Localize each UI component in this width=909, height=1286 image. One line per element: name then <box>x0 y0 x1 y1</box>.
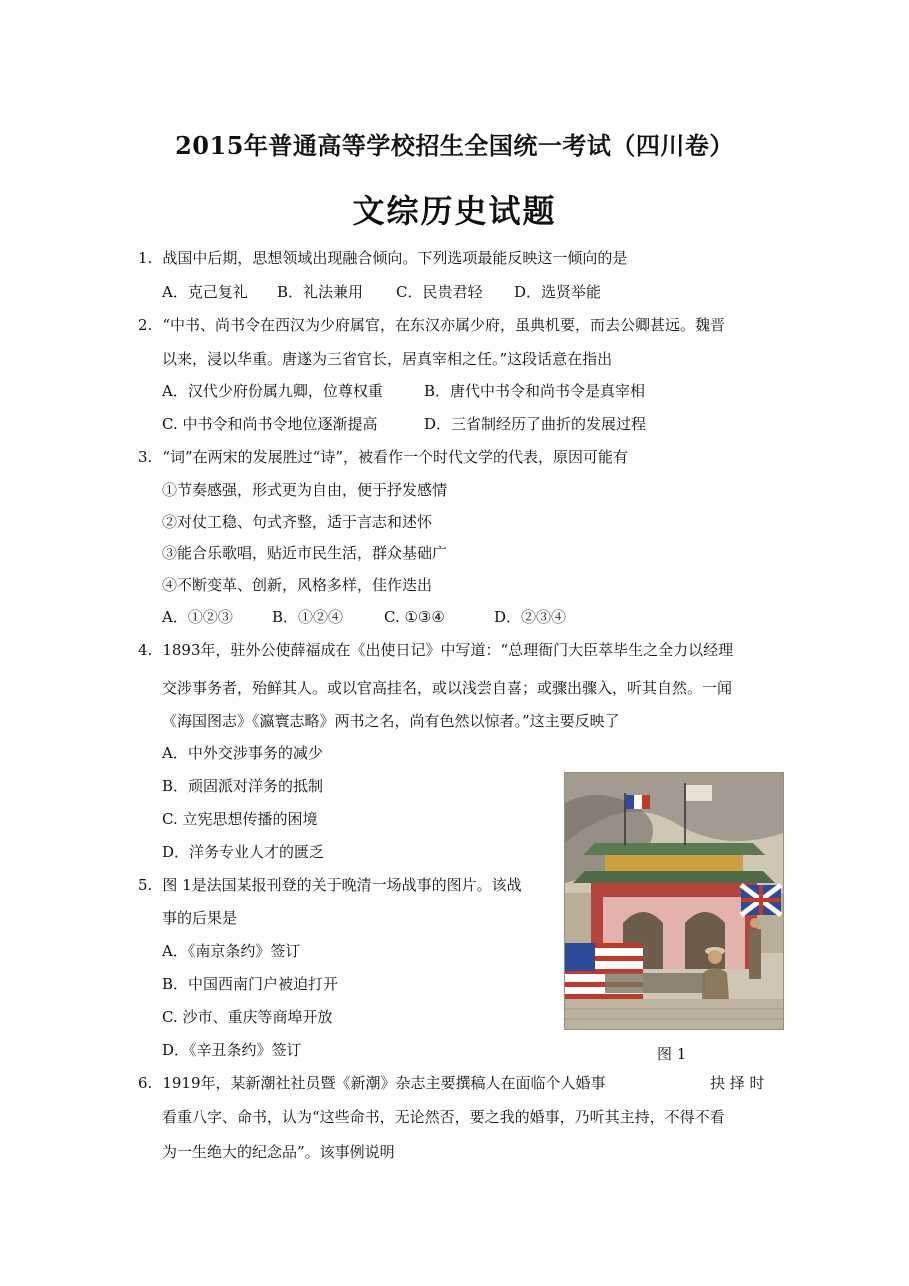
question-1-stem <box>138 248 627 268</box>
option-b: B．礼法兼用 <box>277 283 364 301</box>
statement-item: ④不断变革、创新，风格多样，佳作迭出 <box>162 576 433 594</box>
question-number: 3. <box>138 448 153 466</box>
question-2-options-row2 <box>162 414 646 434</box>
question-2-options-row1 <box>162 381 645 401</box>
question-text: 战国中后期，思想领域出现融合倾向。下列选项最能反映这一倾向的是 <box>162 249 628 267</box>
exam-title: 2015年普通高等学校招生全国统一考试（四川卷） <box>175 131 734 160</box>
question-text-line: 1919年，某新潮社社员暨《新潮》杂志主要撰稿人在面临个人婚事 <box>162 1074 606 1092</box>
question-text-line: 事的后果是 <box>162 909 238 927</box>
question-2-stem <box>138 315 725 335</box>
question-1-options <box>162 282 601 302</box>
option-c: C. 沙市、重庆等商埠开放 <box>162 1008 333 1026</box>
question-number: 5. <box>138 876 153 894</box>
exam-subtitle: 文综历史试题 <box>352 192 557 230</box>
question-text-line: 1893年，驻外公使薛福成在《出使日记》中写道：“总理衙门大臣萃毕生之全力以经理 <box>162 641 734 659</box>
option-d: D．《辛丑条约》签订 <box>162 1041 302 1059</box>
option-d: D．洋务专业人才的匮乏 <box>162 843 325 861</box>
statement-item: ①节奏感强，形式更为自由，便于抒发感情 <box>162 481 448 499</box>
option-d: D．选贤举能 <box>514 283 602 301</box>
option-b: B．顽固派对洋务的抵制 <box>162 777 324 795</box>
option-c: C. 中书令和尚书令地位逐渐提高 <box>162 415 378 433</box>
question-text-line: 为一生绝大的纪念品”。该事例说明 <box>162 1143 395 1161</box>
option-b: B．唐代中书令和尚书令是真宰相 <box>424 382 646 400</box>
question-text-line: “中书、尚书令在西汉为少府属官，在东汉亦属少府，虽典机要，而去公卿甚远。魏晋 <box>162 316 725 334</box>
question-3-stem <box>138 447 628 467</box>
option-a: A．中外交涉事务的减少 <box>162 744 323 762</box>
option-c: C．民贵君轻 <box>396 283 483 301</box>
figure-caption: 图 1 <box>657 1045 687 1063</box>
option-d: D．三省制经历了曲折的发展过程 <box>424 415 647 433</box>
illustration-gate-flags-icon <box>565 773 783 1029</box>
option-c: C. ①③④ <box>384 608 445 626</box>
option-b: B．①②④ <box>272 608 344 626</box>
question-text-line: 看重八字、命书，认为“这些命书，无论然否，要之我的婚事，乃听其主持，不得不看 <box>162 1108 725 1126</box>
option-a: A．《南京条约》签订 <box>162 942 301 960</box>
option-a: A．克己复礼 <box>162 283 248 301</box>
question-text-line: 交涉事务者，殆鲜其人。或以官高挂名，或以浅尝自喜；或骤出骤入，听其自然。一闻 <box>162 679 733 697</box>
statement-item: ③能合乐歌唱，贴近市民生活，群众基础广 <box>162 544 448 562</box>
option-a: A．汉代少府份属九卿，位尊权重 <box>162 382 383 400</box>
question-6-stem <box>138 1073 606 1093</box>
question-text-line: 《海国图志》《瀛寰志略》两书之名，尚有色然以惊者。”这主要反映了 <box>162 712 620 730</box>
question-number: 1. <box>138 249 153 267</box>
question-4-stem <box>138 640 733 660</box>
option-a: A．①②③ <box>162 608 233 626</box>
question-number: 2. <box>138 316 153 334</box>
option-c: C. 立宪思想传播的困境 <box>162 810 318 828</box>
question-text-line: 以来，浸以华重。唐遂为三省官长，居真宰相之任。”这段话意在指出 <box>162 350 613 368</box>
question-text-line: 图 1是法国某报刊登的关于晚清一场战事的图片。该战 <box>162 876 522 894</box>
question-number: 4. <box>138 641 153 659</box>
question-number: 6. <box>138 1074 153 1092</box>
question-text: “词”在两宋的发展胜过“诗”，被看作一个时代文学的代表，原因可能有 <box>162 448 628 466</box>
option-d: D．②③④ <box>494 608 567 626</box>
option-b: B．中国西南门户被迫打开 <box>162 975 339 993</box>
statement-item: ②对仗工稳、句式齐整，适于言志和述怀 <box>162 513 433 531</box>
figure-1-illustration <box>564 772 784 1030</box>
question-3-options <box>162 607 566 627</box>
question-text-line-end: 抉 择 时 <box>710 1074 765 1092</box>
question-5-stem <box>138 875 522 895</box>
